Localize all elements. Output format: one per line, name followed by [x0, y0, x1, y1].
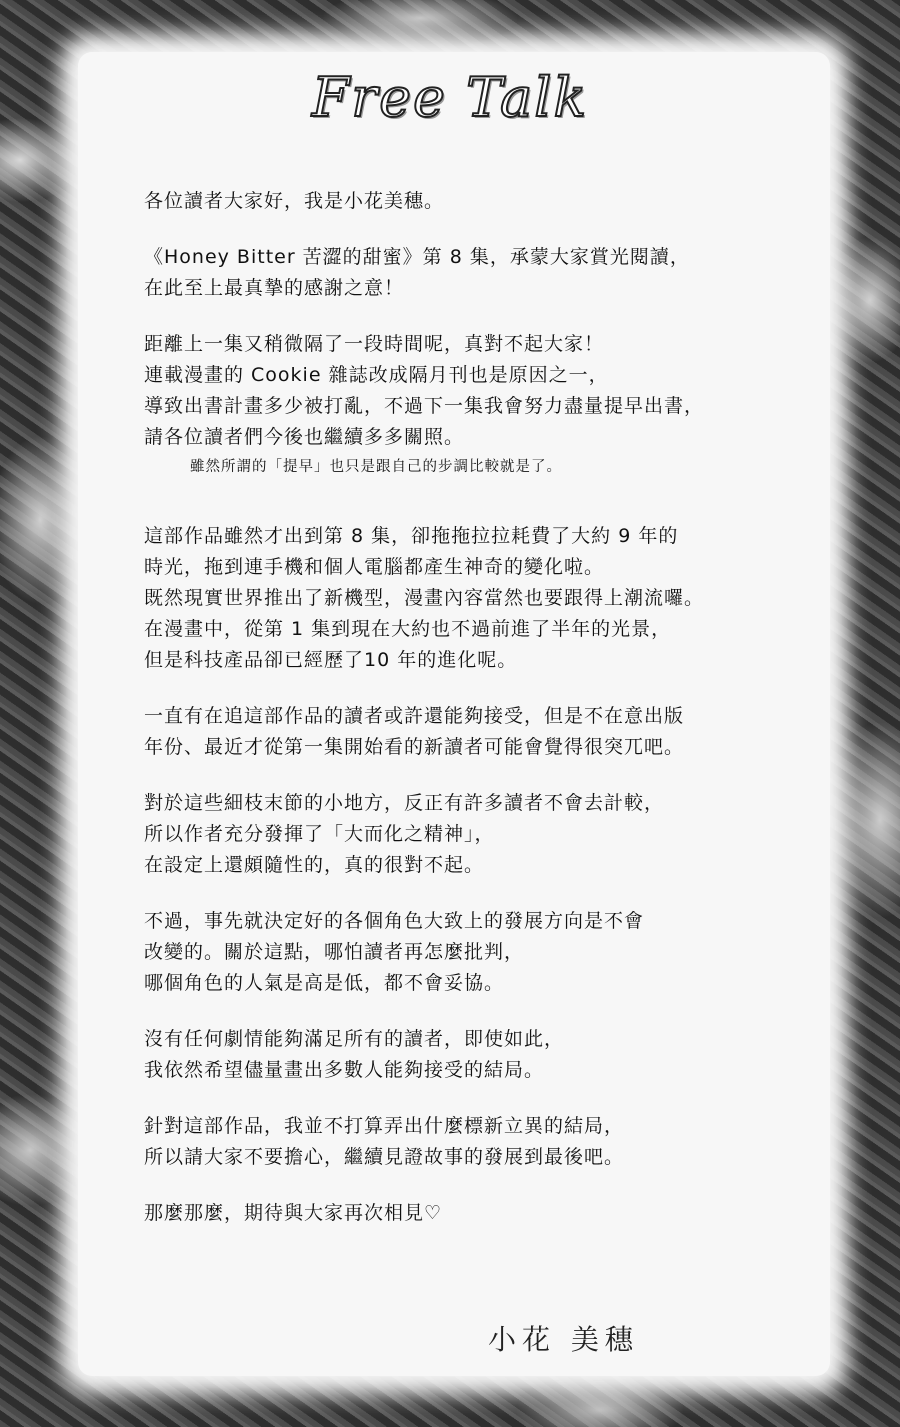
text-line: 請各位讀者們今後也繼續多多關照。: [144, 426, 465, 448]
text-line: 既然現實世界推出了新機型，漫畫內容當然也要跟得上潮流囉。: [144, 587, 705, 609]
author-signature: 小花 美穗: [488, 1323, 639, 1356]
text-line: 哪個角色的人氣是高是低，都不會妥協。: [144, 972, 505, 994]
text-line: 所以作者充分發揮了「大而化之精神」，: [144, 823, 495, 845]
text-line: 一直有在追這部作品的讀者或許還能夠接受，但是不在意出版: [144, 705, 685, 727]
text-line: 連載漫畫的 Cookie 雜誌改成隔月刊也是原因之一，: [144, 364, 609, 386]
text-line: 年份、最近才從第一集開始看的新讀者可能會覺得很突兀吧。: [144, 736, 685, 758]
text-line: 在漫畫中，從第 1 集到現在大約也不過前進了半年的光景，: [144, 618, 672, 640]
text-line: 時光，拖到連手機和個人電腦都產生神奇的變化啦。: [144, 556, 605, 578]
text-line: 改變的。關於這點，哪怕讀者再怎麼批判，: [144, 941, 525, 963]
text-line: 所以請大家不要擔心，繼續見證故事的發展到最後吧。: [144, 1146, 625, 1168]
text-line: 我依然希望儘量畫出多數人能夠接受的結局。: [144, 1059, 545, 1081]
text-line: 導致出書計畫多少被打亂，不過下一集我會努力盡量提早出書，: [144, 395, 705, 417]
side-note: 雖然所謂的「提早」也只是跟自己的步調比較就是了。: [190, 459, 562, 475]
text-line: 不過，事先就決定好的各個角色大致上的發展方向是不會: [144, 910, 645, 932]
text-line: 對於這些細枝末節的小地方，反正有許多讀者不會去計較，: [144, 792, 665, 814]
text-line: 沒有任何劇情能夠滿足所有的讀者，即使如此，: [144, 1028, 565, 1050]
text-line: 《Honey Bitter 苦澀的甜蜜》第 8 集，承蒙大家賞光閱讀，: [144, 246, 690, 268]
text-line: 在此至上最真摯的感謝之意！: [144, 277, 405, 299]
text-line: 那麼那麼，期待與大家再次相見♡: [144, 1202, 443, 1224]
text-line: 這部作品雖然才出到第 8 集，卻拖拖拉拉耗費了大約 9 年的: [144, 525, 679, 547]
text-line: 針對這部作品，我並不打算弄出什麼標新立異的結局，: [144, 1115, 625, 1137]
text-line: 在設定上還頗隨性的，真的很對不起。: [144, 854, 485, 876]
text-line: 各位讀者大家好，我是小花美穗。: [144, 190, 445, 212]
letter-body: [144, 186, 784, 1229]
text-line: 距離上一集又稍微隔了一段時間呢，真對不起大家！: [144, 333, 605, 355]
text-line: 但是科技產品卻已經歷了10 年的進化呢。: [144, 649, 518, 671]
page-title: Free Talk: [311, 66, 589, 129]
